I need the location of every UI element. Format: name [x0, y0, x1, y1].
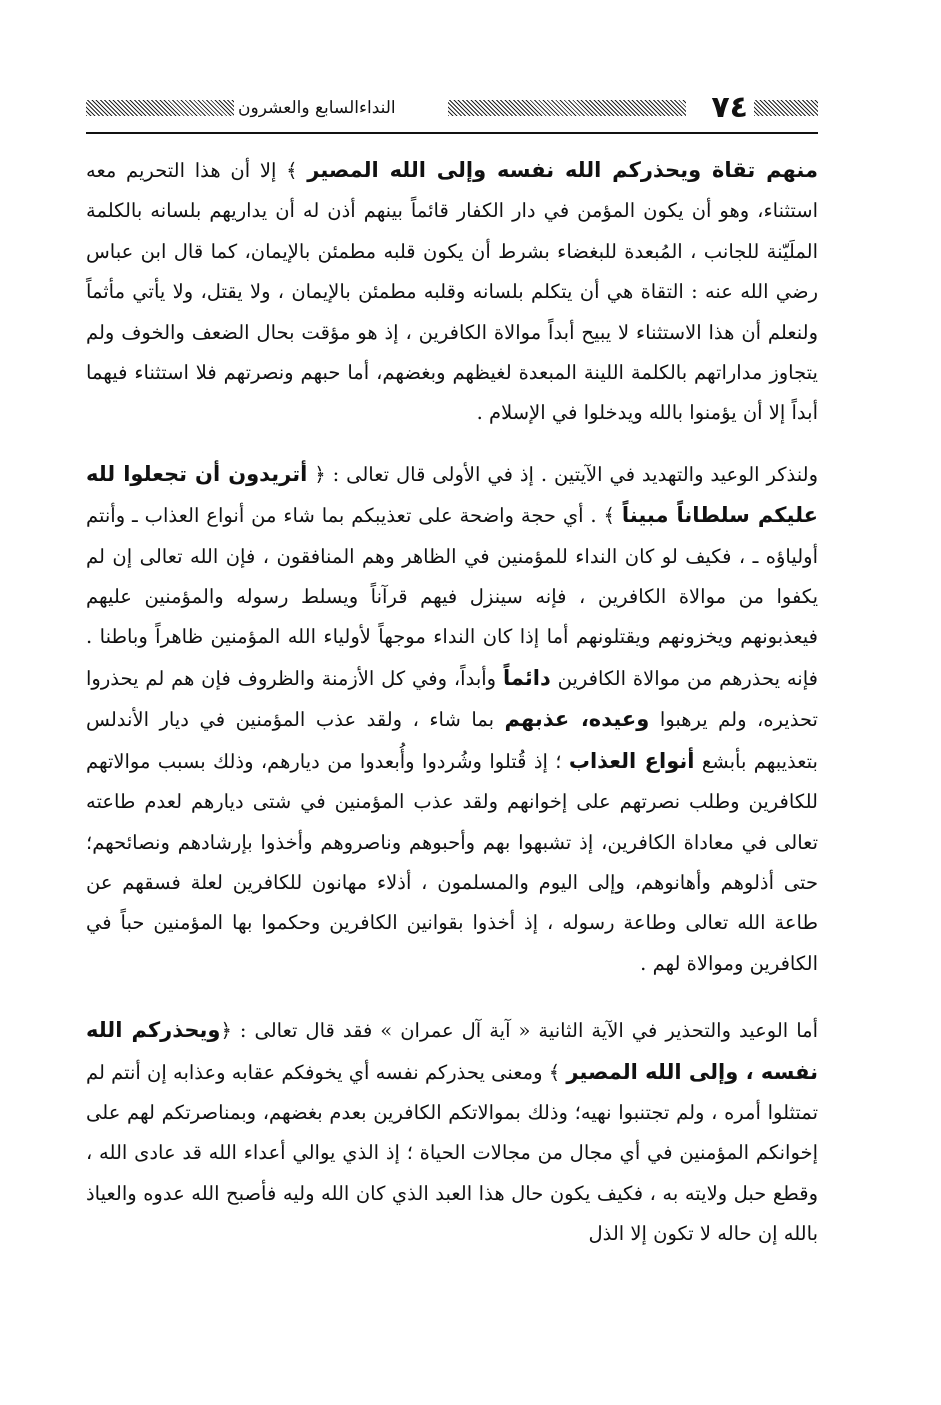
paragraph-intro: أما الوعيد والتحذير في الآية الثانية « آية آل عمران » فقد قال تعالى : ﴿	[220, 1019, 818, 1043]
paragraph-text: وأبداً، وفي كل الأزمنة والظروف فإن هم لم يحذروا تحذيره، ولم يرهبوا	[86, 666, 818, 732]
header-ornament-right	[754, 100, 818, 116]
paragraph-text: بما شاء ، ولقد عذب المؤمنين في ديار الأندلس بتعذيبهم بأبشع	[86, 708, 818, 773]
paragraph-text: ؛ إذ قُتلوا وشُردوا وأُبعدوا من ديارهم، وذلك بسبب موالاتهم للكافرين وطلب نصرتهم على إخوانهم ولقد عذب المؤمنين في شتى ديارهم لعدم طاعته تعالى في معاداة الكافرين، إذ تشبهوا بهم وأحبوهم وناصروهم وأخذوا بإرشادهم ونصائحهم؛حتى أذلوهم وأهانوهم، وإلى اليوم والمسلمون ، أذلاء مهانون للكافرين لعلة فسقهم عن طاعة الله تعالى وطاعة رسوله ، إذ أخذوا بقوانين الكافرين وحكموا بها المؤمنين حباً في الكافرين وموالاة لهم .	[86, 749, 818, 975]
emphasis-text: وعيده، عذبهم	[504, 707, 650, 732]
paragraph-3	[86, 1010, 818, 1254]
quranic-verse: ويحذركم الله نفسه ، وإلى الله المصير	[86, 1018, 819, 1084]
paragraph-1	[86, 150, 818, 434]
paragraph-2	[86, 454, 818, 984]
quranic-verse: منهم تقاة ويحذركم الله نفسه وإلى الله المصير	[307, 158, 818, 182]
emphasis-text: أنواع العذاب	[568, 748, 695, 773]
paragraph-text: ﴾ ومعنى يحذركم نفسه أي يخوفكم عقابه وعذابه إن أنتم لم تمتثلوا أمره ، ولم تجتنبوا نهيه؛ وذلك بموالاتكم الكافرين بعدم بغضهم، وبمناصرتكم لهم على إخوانكم المؤمنين في أي مجال من مجالات الحياة ؛ إذ الذي يوالي أعداء الله قد عادى الله ، وقطع حبل ولايته به ، فكيف يكون حال هذا العبد الذي كان الله وليه فأصبح الله عدوه والعياذ بالله إن حاله لا تكون إلا الذل	[86, 1060, 818, 1246]
quranic-verse: أتريدون أن تجعلوا لله عليكم سلطاناً مبيناً	[86, 461, 819, 528]
paragraph-text: ﴾ . أي حجة واضحة على تعذيبكم بما شاء من أنواع العذاب ـ وأنتم أولياؤه ـ ، فكيف لو كان النداء للمؤمنين في الظاهر وهم المنافقون ، فإن الله تعالى إن لم يكفوا من موالاة الكافرين ، فإنه سينزل فيهم قرآناً ويسلط رسوله والمؤمنين عليهم فيعذبونهم ويخزونهم ويقتلونهم أما إذا كان النداء موجهاً لأولياء الله المؤمنين ظاهراً وباطنا . فإنه يحذرهم من موالاة الكافرين	[86, 504, 819, 690]
page-number: ٧٤	[711, 90, 748, 125]
emphasis-text: دائماً	[502, 665, 551, 690]
header-ornament-left	[86, 100, 234, 116]
paragraph-intro: ولنذكر الوعيد والتهديد في الآيتين . إذ في الأولى قال تعالى : ﴿	[314, 462, 819, 486]
page-header	[86, 88, 818, 134]
header-ornament-middle	[448, 100, 686, 116]
paragraph-text: ﴾ إلا أن هذا التحريم معه استثناء، وهو أن يكون المؤمن في دار الكفار قائماً بينهم أذن له أن يداريهم بلسانه بالكلمة الملَيّنة للجانب ، المُبعدة للبغضاء بشرط أن يكون قلبه مطمئن بالإيمان، كما قال ابن عباس رضي الله عنه : التقاة هي أن يتكلم بلسانه وقلبه مطمئن بالإيمان ، ولا يقتل، ولا يأتي مأثماً ولنعلم أن هذا الاستثناء لا يبيح أبداً موالاة الكافرين ، إذ هو مؤقت بحال الضعف والخوف ولم يتجاوز مداراتهم بالكلمة اللينة المبعدة لغيظهم وبغضهم، أما حبهم ونصرتهم فلا استثناء فيهما أبداً إلا أن يؤمنوا بالله ويدخلوا في الإسلام .	[86, 159, 818, 425]
page-body	[86, 150, 818, 1255]
running-title: النداءالسابع والعشرون	[238, 98, 396, 118]
